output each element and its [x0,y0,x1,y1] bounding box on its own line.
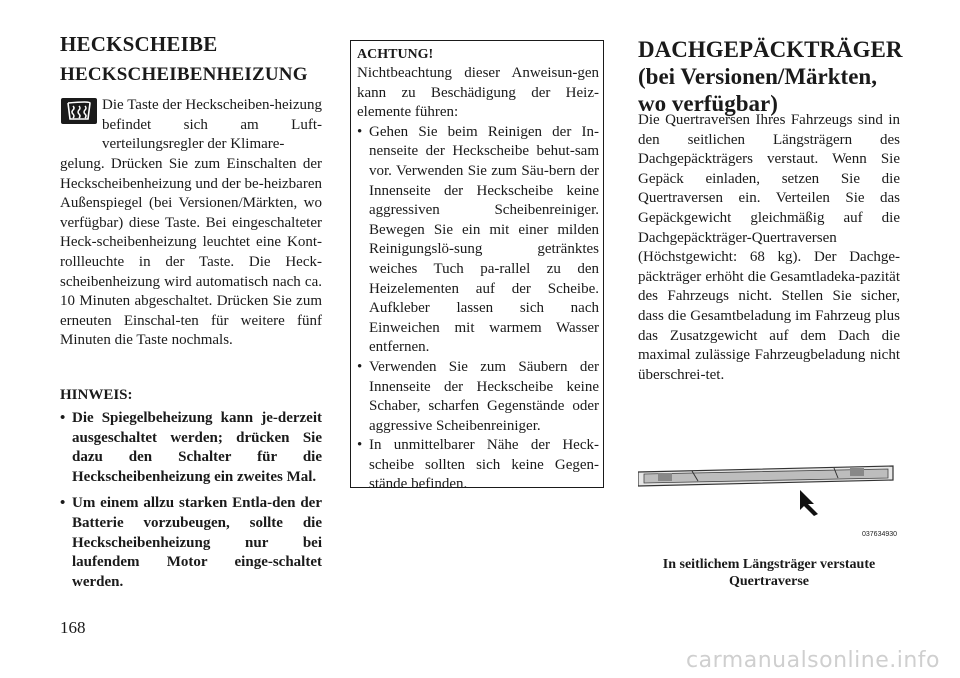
warning-intro: Nichtbeachtung dieser Anweisun-gen kann zu Beschädigung der Heiz-elemente führen: [357,65,599,121]
figure-code: 037634930 [862,531,898,538]
defrost-intro-text: Die Taste der Heckscheiben-heizung befindet sich am Luft-verteilungsregler der Klimare- [102,97,322,153]
note-item [60,409,322,487]
warning-item [357,358,599,436]
rear-defrost-icon [60,97,98,125]
watermark: carmanualsonline.info [686,648,940,673]
warning-box [350,40,604,493]
bullet: • [60,410,66,426]
note-item-text: Die Spiegelbeheizung kann je-derzeit ausgeschaltet werden; drücken Sie dazu den Schalter für die Heckscheibenheizung ein zweites Mal. [72,410,322,485]
warning-title: ACHTUNG! [357,47,434,62]
note-label: HINWEIS: [60,387,133,403]
roof-rack-body-text: Die Quertraversen Ihres Fahrzeugs sind in den seitlichen Längsträgern des Dachgepäckträgers verstaut. Wenn Sie Gepäck einladen, setzen Sie die Quertraversen ein. Verteilen Sie das Gepäckgewicht gleichmäßig auf die Dachgepäckträger-Quertraversen (Höchstgewicht: 68 kg). Der Dachge-päckträger erhöht die Gesamtladeka-pazität des Fahrzeugs nicht. Stellen Sie sicher, dass die Gesamtbeladung im Fahrzeug plus das Zusatzgewicht auf dem Dach die maximal zulässige Fahrzeugbeladung nicht überschrei-tet. [638,112,900,383]
bullet: • [357,123,363,140]
defrost-body-text: gelung. Drücken Sie zum Einschalten der Heckscheibenheizung und der be-heizbaren Außenspiegel (bei Versionen/Märkten, wo verfügbar) diese Taste. Bei eingeschalteter Heck-scheibenheizung leuchtet eine Kont-rollleuchte in der Taste. Die Heck-scheibenheizung wird automatisch nach ca. 10 Minuten abgeschaltet. Drücken Sie zum erneuten Einschal-ten für weitere fünf Minuten die Taste nochmals. [60,156,322,349]
section-heading: HECKSCHEIBE [60,32,218,56]
warning-item [357,436,599,495]
bullet: • [357,358,363,375]
warning-item-text: Gehen Sie beim Reinigen der In-nenseite der Heckscheibe behut-sam vor. Verwenden Sie zum Säu-bern der Innenseite der Heckscheibe keine aggressiven Scheibenreiniger. Bewegen Sie ein mit einer milden Reinigungslö-sung getränktes weiches Tuch pa-rallel zu den Heizelementen auf der Scheibe. Aufkleber lassen sich nach Einweichen mit warmem Wasser entfernen. [369,123,599,356]
crossbar-figure [638,452,900,542]
warning-item-text: In unmittelbarer Nähe der Heck-scheibe sollten sich keine Gegen-stände befinden. [369,437,599,493]
figure-caption: In seitlichem Längsträger verstaute Quertraverse [662,557,876,589]
roof-rack-heading: DACHGEPÄCKTRÄGER (bei Versionen/Märkten, wo verfügbar) [638,37,903,116]
bullet: • [60,495,66,512]
warning-item [357,123,599,358]
warning-item-text: Verwenden Sie zum Säubern der Innenseite der Heckscheibe keine Schaber, scharfen Gegenstände oder aggressive Scheibenreiniger. [369,358,599,434]
note-item-text: Um einem allzu starken Entla-den der Batterie vorzubeugen, sollte die Heckscheibenheizung nur bei laufendem Motor einge-schaltet werden. [72,495,322,590]
note-item [60,494,322,592]
page-number: 168 [60,618,86,637]
warning-list [357,123,599,495]
subsection-heading: HECKSCHEIBENHEIZUNG [60,64,308,85]
note-list [60,409,322,599]
bullet: • [357,437,363,454]
